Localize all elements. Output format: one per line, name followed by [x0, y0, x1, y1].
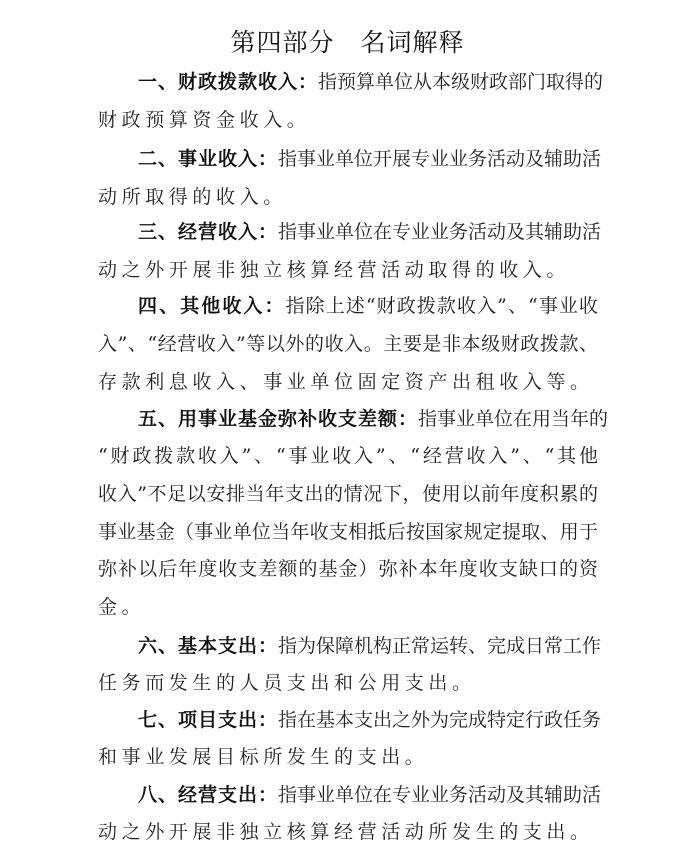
entry-5-line-2: “财政拨款收入”、“事业收入”、“经营收入”、“其他	[98, 445, 598, 467]
entry-term: 四、其他收入：	[138, 295, 286, 317]
entry-8-line-2: 动之外开展非独立核算经营活动所发生的支出。	[98, 821, 594, 843]
entry-1-line-2: 财政预算资金收入。	[98, 109, 311, 131]
entry-term: 七、项目支出：	[138, 709, 279, 731]
title-part: 第四部分	[230, 28, 335, 57]
entry-term: 六、基本支出：	[138, 635, 279, 657]
entry-text: 指事业单位开展专业业务活动及辅助活	[278, 148, 602, 170]
entry-5-line-6: 金。	[98, 596, 146, 618]
entry-term: 五、用事业基金弥补收支差额：	[138, 408, 419, 430]
entry-text: 指事业单位在用当年的	[418, 408, 609, 430]
entry-1-line-1	[138, 70, 604, 94]
entry-4-line-3: 存款利息收入、事业单位固定资产出租收入等。	[98, 371, 594, 393]
entry-6-line-1	[138, 634, 602, 658]
title-name: 名词解释	[360, 28, 465, 57]
entry-4-line-2: 入”、“经营收入”等以外的收入。主要是非本级财政拨款、	[98, 333, 598, 355]
entry-2-line-2: 动所取得的收入。	[98, 186, 287, 208]
entry-text: 指事业单位在专业业务活动及其辅助活	[278, 221, 602, 243]
entry-3-line-1	[138, 220, 602, 244]
entry-term: 八、经营支出：	[138, 784, 279, 806]
entry-term: 一、财政拨款收入：	[138, 71, 319, 93]
entry-6-line-2: 任务而发生的人员支出和公用支出。	[98, 672, 476, 694]
entry-4-line-1	[138, 294, 598, 318]
entry-5-line-1	[138, 407, 609, 431]
entry-text: 指为保障机构正常运转、完成日常工作	[278, 635, 602, 657]
entry-5-line-5: 弥补以后年度收支差额的基金）弥补本年度收支缺口的资	[98, 558, 598, 580]
entry-term: 二、事业收入：	[138, 148, 279, 170]
entry-5-line-3: 收入”不足以安排当年支出的情况下，使用以前年度积累的	[98, 483, 598, 505]
entry-8-line-1	[138, 783, 602, 807]
entry-2-line-1	[138, 147, 602, 171]
entry-3-line-2: 动之外开展非独立核算经营活动取得的收入。	[98, 259, 571, 281]
entry-text: 指事业单位在专业业务活动及其辅助活	[278, 784, 602, 806]
entry-5-line-4: 事业基金（事业单位当年收支相抵后按国家规定提取、用于	[98, 521, 598, 543]
entry-7-line-2: 和事业发展目标所发生的支出。	[98, 746, 429, 768]
entry-7-line-1	[138, 708, 602, 732]
page-title	[0, 26, 695, 60]
entry-text: 指预算单位从本级财政部门取得的	[318, 71, 604, 93]
entry-text: 指除上述“财政拨款收入”、“事业收	[285, 295, 598, 317]
entry-text: 指在基本支出之外为完成特定行政任务	[278, 709, 602, 731]
entry-term: 三、经营收入：	[138, 221, 279, 243]
